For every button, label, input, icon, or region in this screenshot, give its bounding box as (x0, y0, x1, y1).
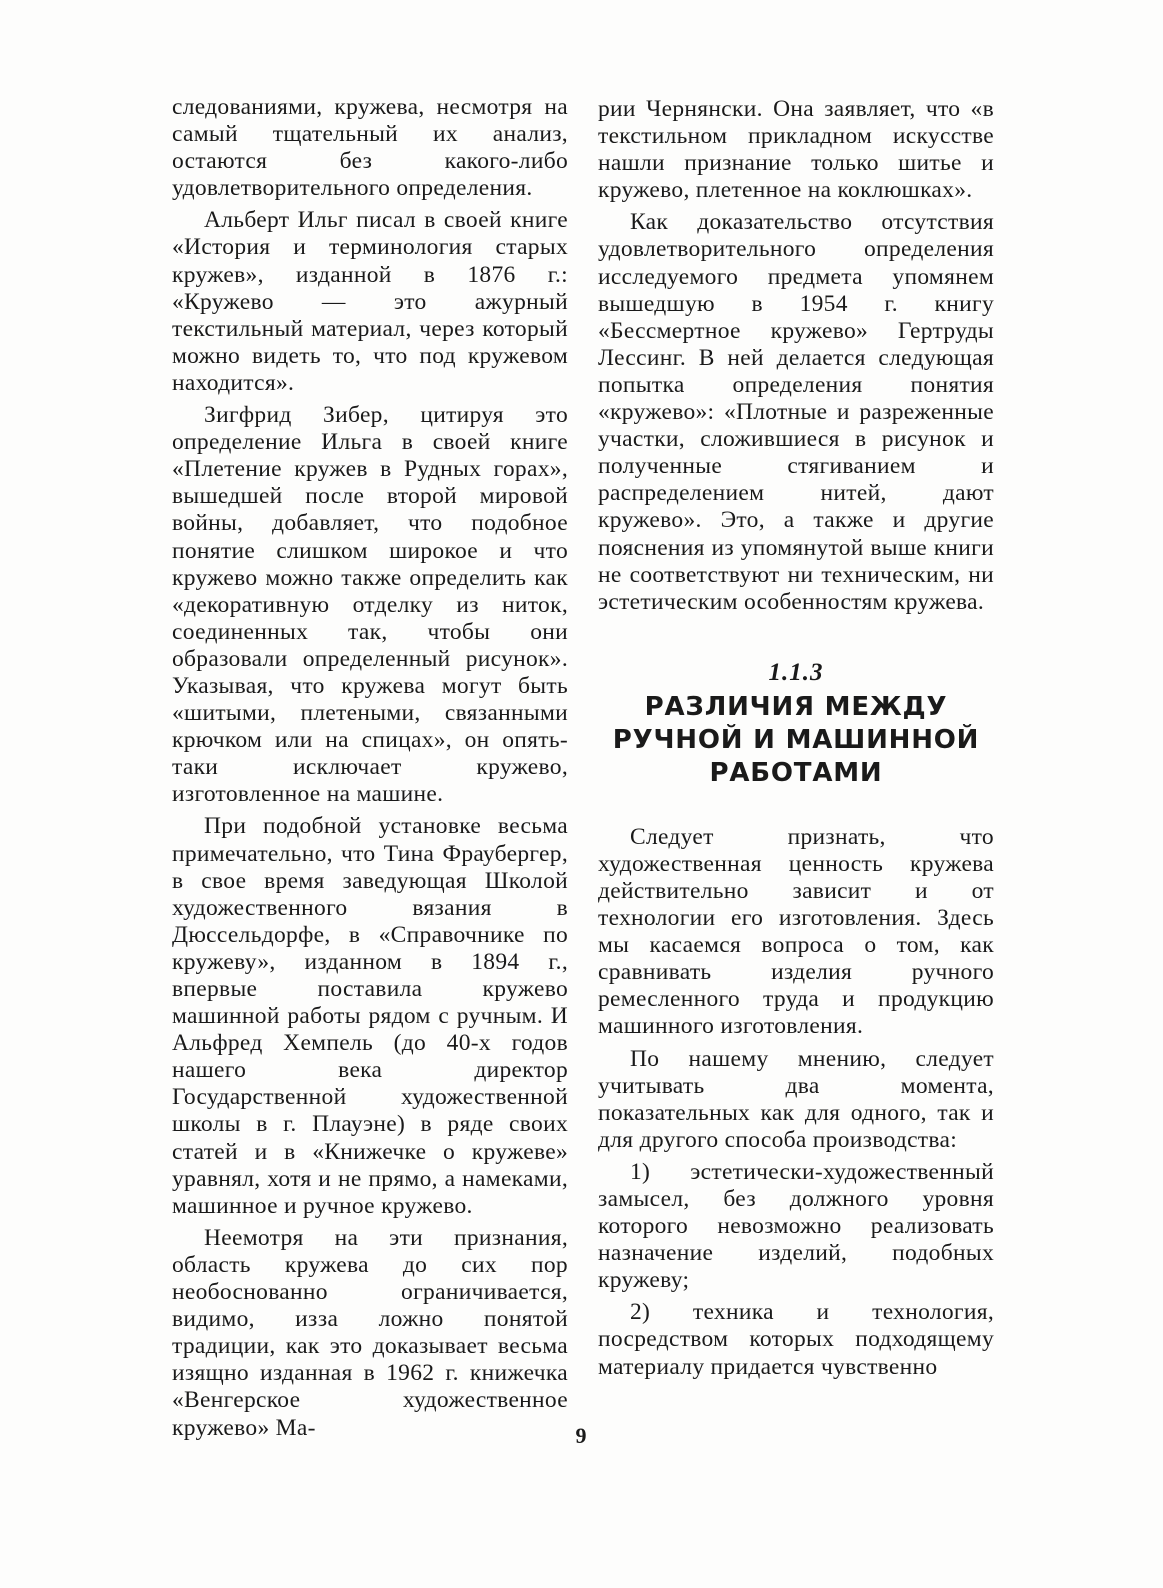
paragraph: 2) техника и технология, посредством которых подходящему материалу придается чувственно (598, 1299, 994, 1380)
left-column (172, 94, 568, 1442)
page-number: 9 (575, 1423, 587, 1448)
paragraph: Неемотря на эти признания, область кружева до сих пор необоснованно ограничивается, видимо, изза ложно понятой традиции, как это доказывает весьма изящно изданная в 1962 г. книжечка «Венгерское художественное кружево» Ма- (172, 1224, 568, 1441)
paragraph: При подобной установке весьма примечательно, что Тина Фраубергер, в свое время заведующая Школой художественного вязания в Дюссельдорфе, в «Справочнике по кружеву», изданном в 1894 г., впервые поставила кружево машинной работы рядом с ручным. И Альфред Хемпель (до 40-х годов нашего века директор Государственной художественной школы в г. Плауэне) в ряде своих статей и в «Книжечке о кружеве» уравнял, хотя и не прямо, а намеками, машинное и ручное кружево. (172, 813, 568, 1219)
right-column (598, 96, 994, 1381)
paragraph: Зигфрид Зибер, цитируя это определение Ильга в своей книге «Плетение кружев в Рудных горах», вышедшей после второй мировой войны, добавляет, что подобное понятие слишком широкое и что кружево можно также определить как «декоративную отделку из ниток, соединенных так, чтобы они образовали определенный рисунок». Указывая, что кружева могут быть «шитыми, плетеными, связанными крючком или на спицах», он опять-таки исключает кружево, изготовленное на машине. (172, 402, 568, 808)
paragraph: рии Чернянски. Она заявляет, что «в текстильном прикладном искусстве нашли признание только шитье и кружево, плетенное на коклюшках». (598, 96, 994, 204)
paragraph: Альберт Ильг писал в своей книге «История и терминология старых кружев», изданной в 1876 г.: «Кружево — это ажурный текстильный материал, через который можно видеть то, что под кружевом находится». (172, 207, 568, 396)
section-number: 1.1.3 (768, 658, 824, 686)
paragraph: следованиями, кружева, несмотря на самый тщательный их анализ, остаются без какого-либо удовлетворительного определения. (172, 94, 568, 202)
paragraph: Как доказательство отсутствия удовлетворительного определения исследуемого предмета упомянем вышедшую в 1954 г. книгу «Бессмертное кружево» Гертруды Лессинг. В ней делается следующая попытка определения понятия «кружево»: «Плотные и разреженные участки, сложившиеся в рисунок и полученные стягиванием и распределением нитей, дают кружево». Это, а также и другие пояснения из упомянутой выше книги не соответствуют ни техническим, ни эстетическим особенностям кружева. (598, 209, 994, 615)
paragraph: Следует признать, что художественная ценность кружева действительно зависит и от технологии его изготовления. Здесь мы касаемся вопроса о том, как сравнивать изделия ручного ремесленного труда и продукцию машинного изготовления. (598, 823, 994, 1040)
section-title-line: РАБОТАМИ (709, 757, 883, 788)
paragraph: 1) эстетически-художественный замысел, без должного уровня которого невозможно реализовать назначение изделий, подобных кружеву; (598, 1158, 994, 1294)
paragraph: По нашему мнению, следует учитывать два момента, показательных как для одного, так и для другого способа производства: (598, 1045, 994, 1153)
section-title-line: РАЗЛИЧИЯ МЕЖДУ (644, 691, 948, 722)
section-heading (598, 656, 994, 790)
section-title-line: РУЧНОЙ И МАШИННОЙ (612, 724, 980, 755)
